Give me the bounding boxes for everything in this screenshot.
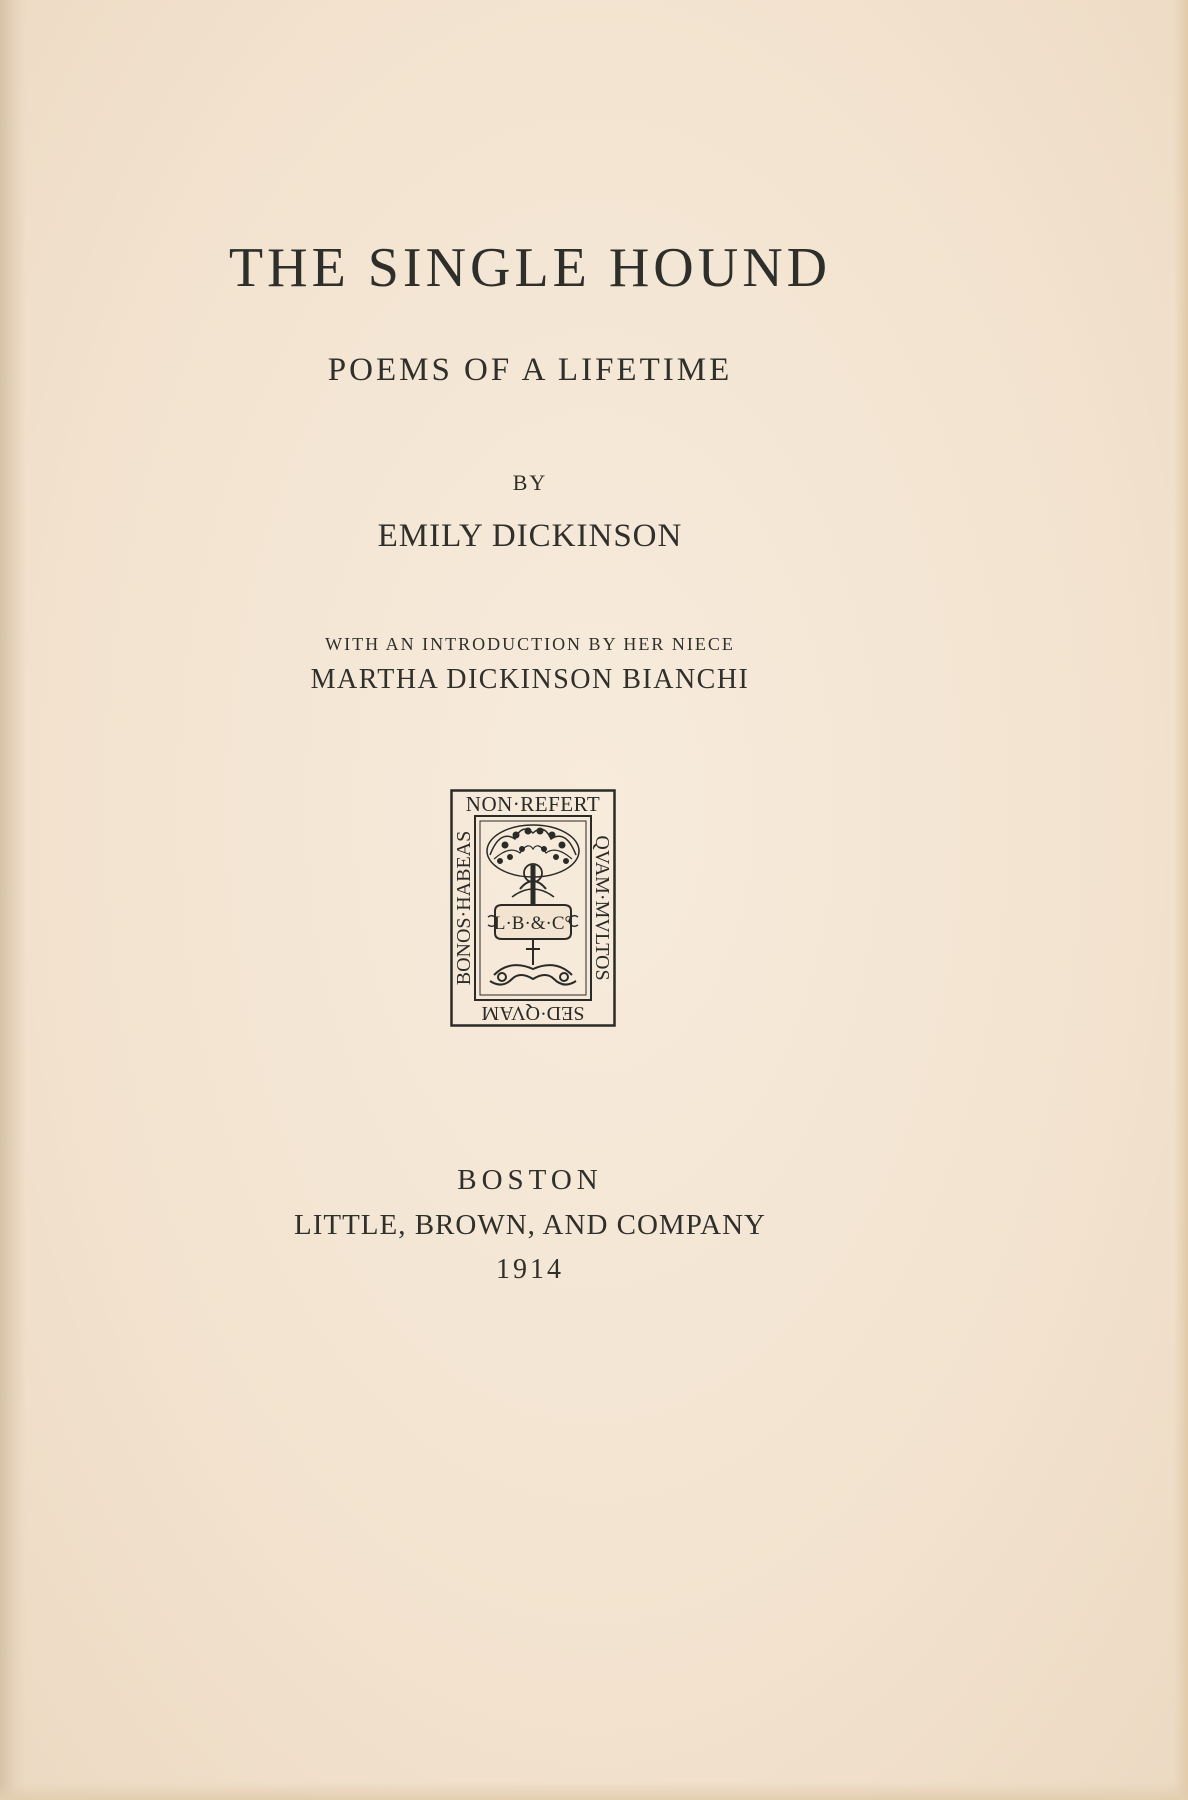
tree-foliage-illustration (487, 825, 579, 907)
book-title: THE SINGLE HOUND (228, 237, 832, 299)
publication-year: 1914 (496, 1254, 564, 1285)
book-subtitle: POEMS OF A LIFETIME (327, 352, 733, 388)
monogram-text: L·B·&·C° (493, 913, 573, 934)
motto-right: QVAM·MVLTOS (591, 835, 613, 981)
by-line: BY (512, 470, 548, 495)
motto-bottom: SED·QVAM (481, 1002, 585, 1024)
motto-left: BONOS·HABEAS (453, 830, 475, 986)
motto-top: NON·REFERT (465, 792, 601, 816)
page-edge-right (1174, 0, 1188, 1800)
publisher-device-emblem (450, 789, 616, 1027)
author-name: EMILY DICKINSON (377, 518, 683, 554)
introduction-line: WITH AN INTRODUCTION BY HER NIECE (325, 634, 735, 654)
publisher-name: LITTLE, BROWN, AND COMPANY (293, 1209, 767, 1241)
publication-city: BOSTON (457, 1164, 603, 1196)
introduction-author: MARTHA DICKINSON BIANCHI (310, 664, 750, 695)
monogram-cartouche (488, 905, 578, 939)
ornamental-base (490, 939, 576, 985)
page-edge-bottom (0, 1782, 1188, 1800)
